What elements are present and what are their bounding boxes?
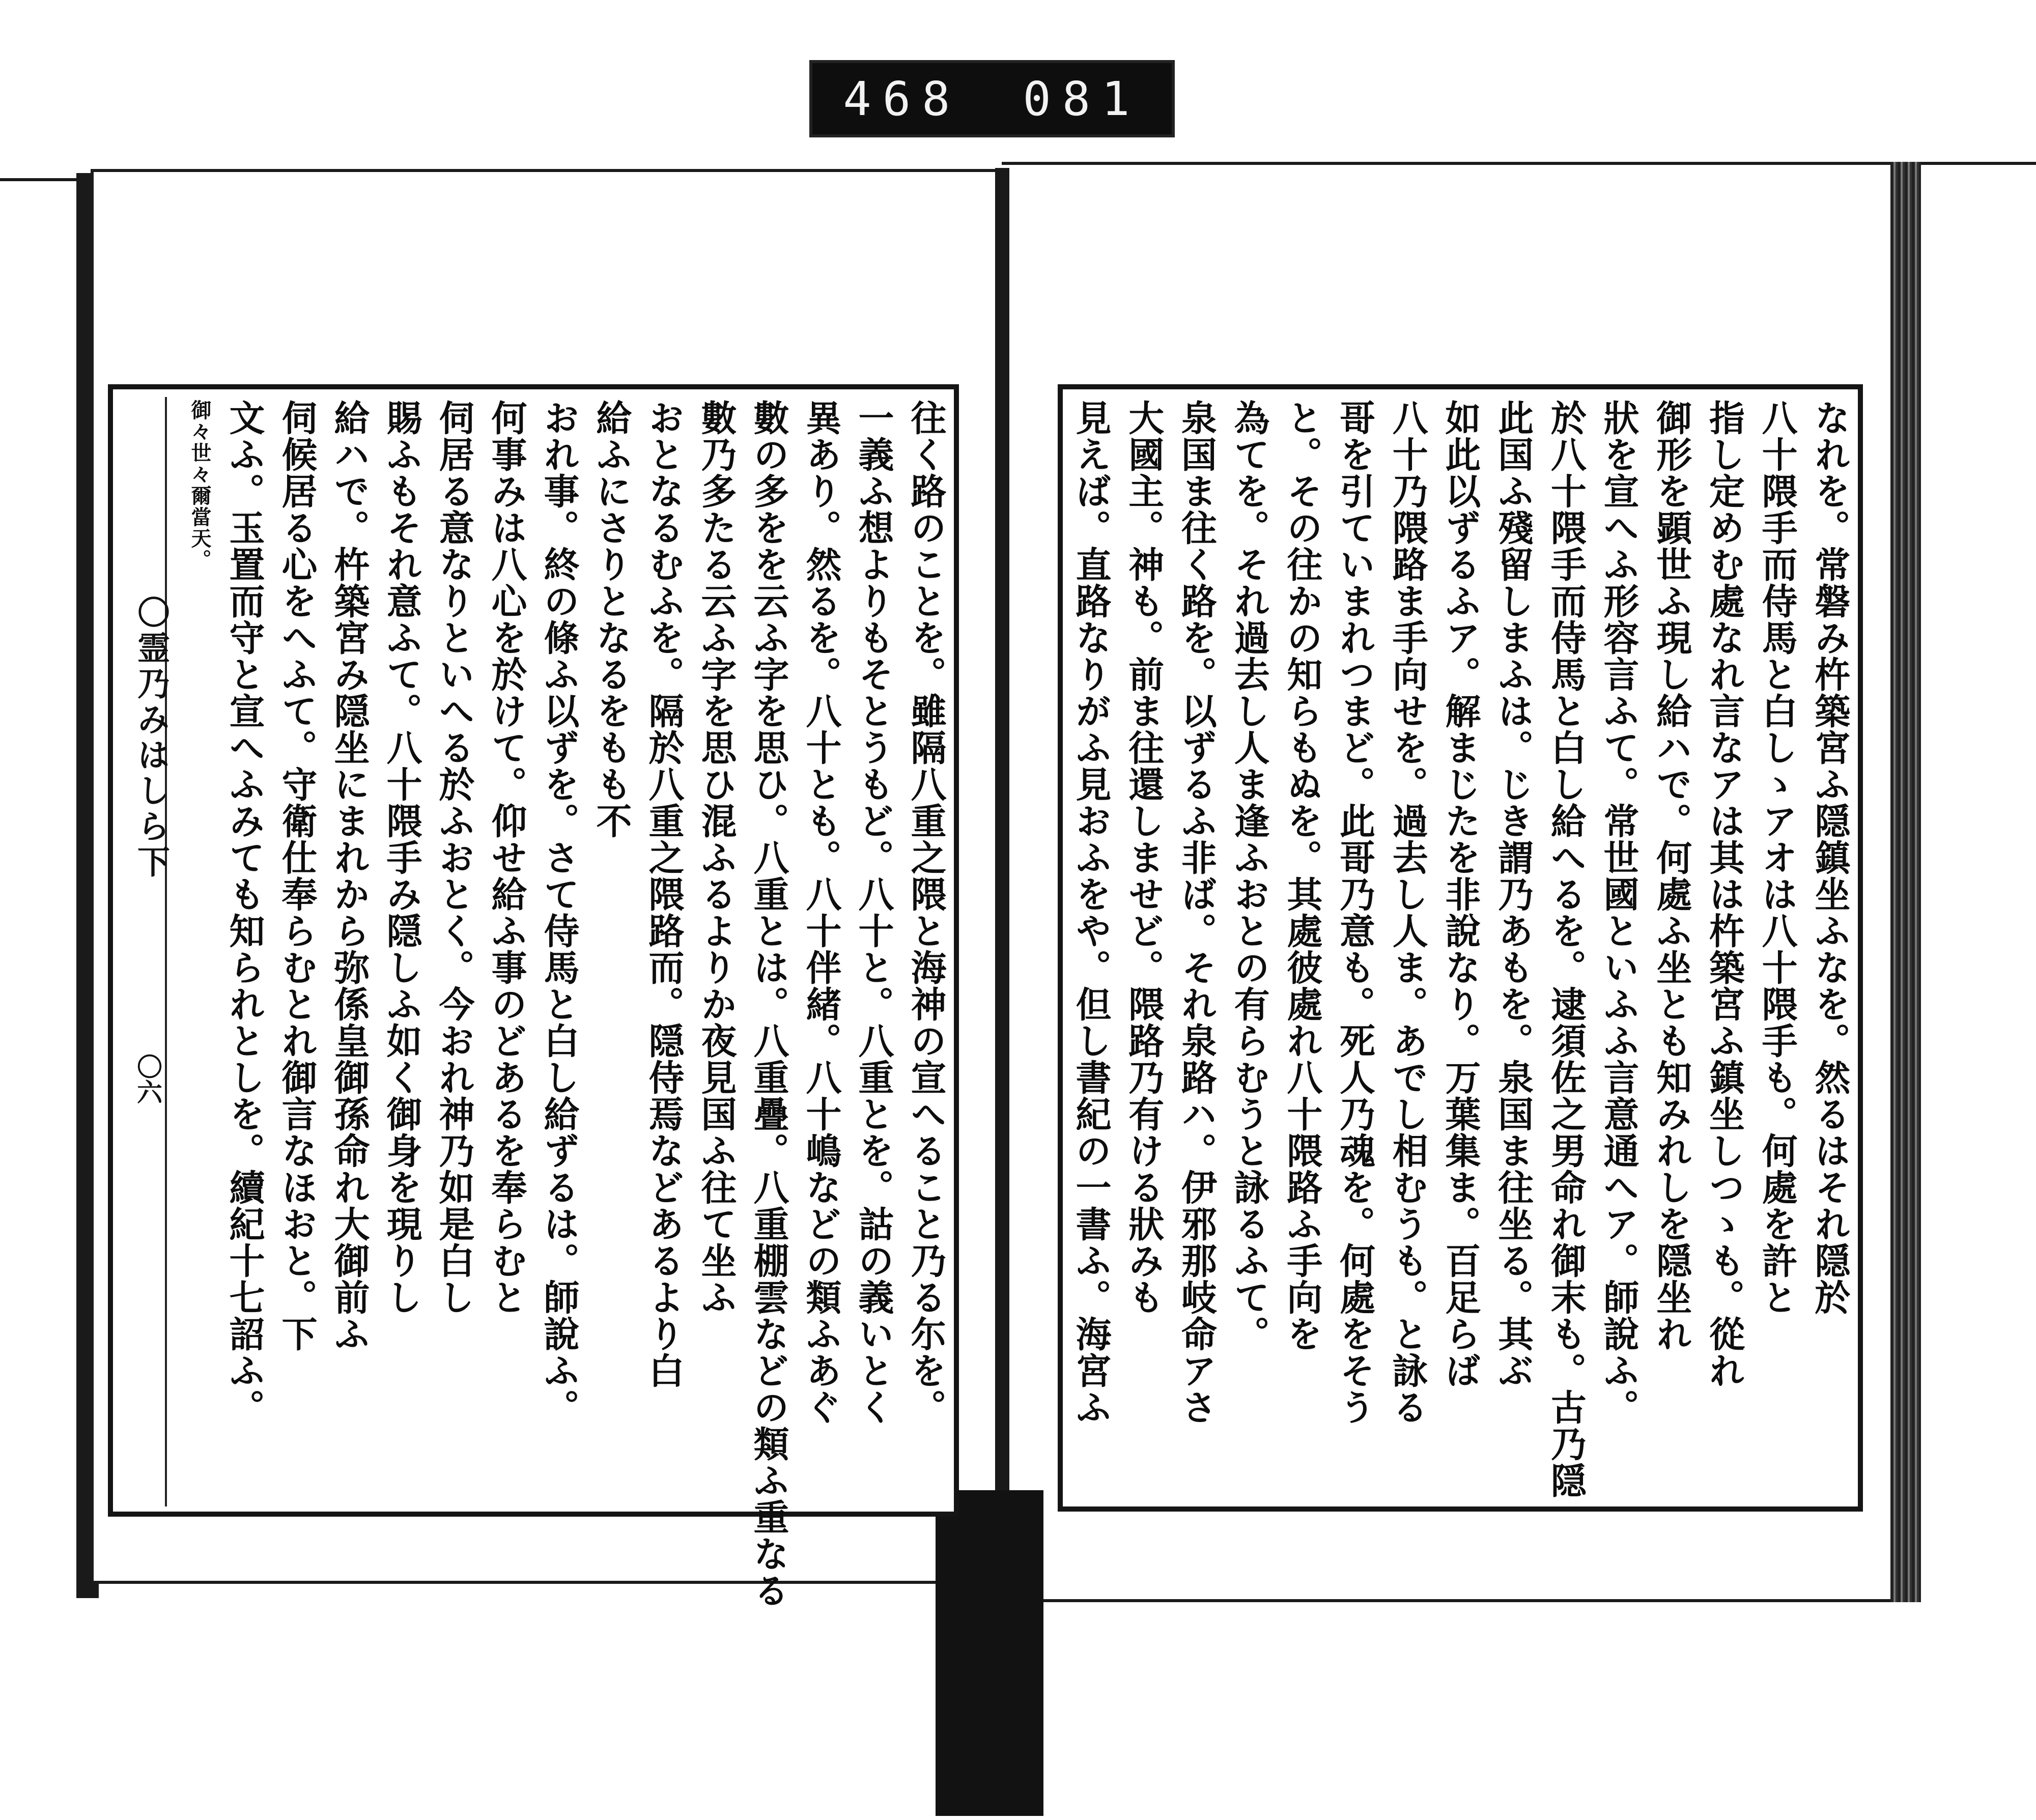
right-page-edges [1890,162,1921,1602]
text-column: 八十隈手而侍馬と白しゝアオは八十隈手も。何處を許と [1756,400,1799,1316]
text-column: 大國主。神も。前ま往還しませど。隈路乃有ける狀みも [1122,400,1165,1316]
running-head: 〇霊乃みはしら下 [132,595,170,880]
left-text-columns [188,400,947,1609]
left-margin-strip [118,397,170,1506]
text-column: 於八十隈手而侍馬と白し給へるを。逮須佐之男命れ御末も。古乃隠 [1545,400,1588,1499]
text-column: 文ふ。玉置而守と宣へふみても知られとしを。續紀十七詔ふ。 [223,400,266,1426]
text-column: と。その往かの知らもぬを。其處彼處れ八十隈路ふ手向を [1281,400,1323,1352]
text-column: 狀を宣へふ形容言ふて。常世國といふふ言意通へア。師說ふ。 [1598,400,1641,1426]
text-column: 賜ふもそれ意ふて。八十隈手み隠しふ如く御身を現りし [381,400,423,1316]
text-column-note: 御々世々爾當天。 [188,400,212,571]
text-column: おれ事。終の條ふ以ずを。さて侍馬と白し給ずるは。師說ふ。 [538,400,580,1426]
text-column: 八十乃隈路ま手向せを。過去し人ま。あでし相むうも。と詠る [1387,400,1429,1426]
text-column: 何事みは八心を於けて。仰せ給ふ事のどあるを奉らむと [486,400,528,1316]
text-column: 數の多をを云ふ字を思ひ。八重とは。八重疊。八重棚雲などの類ふ重なる [748,400,790,1609]
text-column: 一義ふ想よりもそとうもど。八十と。八重とを。詁の義いとく [853,400,895,1426]
text-column: 伺候居る心をへふて。守衛仕奉らむとれ御言なほおと。下 [276,400,318,1352]
text-column: 數乃多たる云ふ字を思ひ混ふるよりか夜見国ふ往て坐ふ [695,400,738,1316]
reel-number: 468 [843,71,962,126]
text-column: 指し定めむ處なれ言なアは其は杵築宮ふ鎮坐しつゝも。從れ [1703,400,1746,1389]
frame-number: 081 [1023,71,1141,126]
text-column: 給ふにさりとなるをもも不 [590,400,633,839]
film-edge-right [1914,162,2036,165]
text-column: 往く路のことを。雖隔八重之隈と海神の宣へること乃る尓を。 [905,400,947,1426]
text-column: 哥を引ていまれつまど。此哥乃意も。死人乃魂を。何處をそう [1334,400,1376,1426]
text-column: 如此以ずるふア。解まじたを非說なり。万葉集ま。百足らば [1439,400,1482,1389]
text-column: 泉国ま往く路を。以ずるふ非ば。それ泉路ハ。伊邪那岐命アさ [1175,400,1218,1426]
right-text-frame [1058,384,1863,1512]
text-column: 異あり。然るを。八十とも。八十伴緒。八十嶋などの類ふあぐ [800,400,842,1426]
text-column: 此国ふ殘留しまふは。じき謂乃あもを。泉国ま往坐る。其ぶ [1492,400,1535,1389]
binding-clip [936,1490,1043,1816]
left-text-frame [108,384,959,1609]
frame-number-plate [809,60,1175,137]
text-column: 御形を顕世ふ現し給ハで。何處ふ坐とも知みれしを隠坐れ [1650,400,1693,1352]
text-column: 伺居る意なりといへる於ふおとく。今おれ神乃如是白し [433,400,475,1316]
text-column: おとなるむふを。隔於八重之隈路而。隠侍焉などあるより白 [643,400,685,1389]
text-column: 給ハで。杵築宮み隠坐にまれから弥係皇御孫命れ大御前ふ [328,400,371,1352]
right-text-columns [1070,400,1851,1499]
book-spine [995,168,1009,1608]
text-column: なれを。常磐み杵築宮ふ隠鎮坐ふなを。然るはそれ隠於 [1808,400,1851,1316]
folio-number: 〇六 [133,1054,163,1104]
text-column: 見えば。直路なりがふ見おふをや。但し書紀の一書ふ。海宮ふ [1070,400,1112,1426]
text-column: 為てを。それ過去し人ま逢ふおとの有らむうと詠るふて。 [1228,400,1271,1352]
